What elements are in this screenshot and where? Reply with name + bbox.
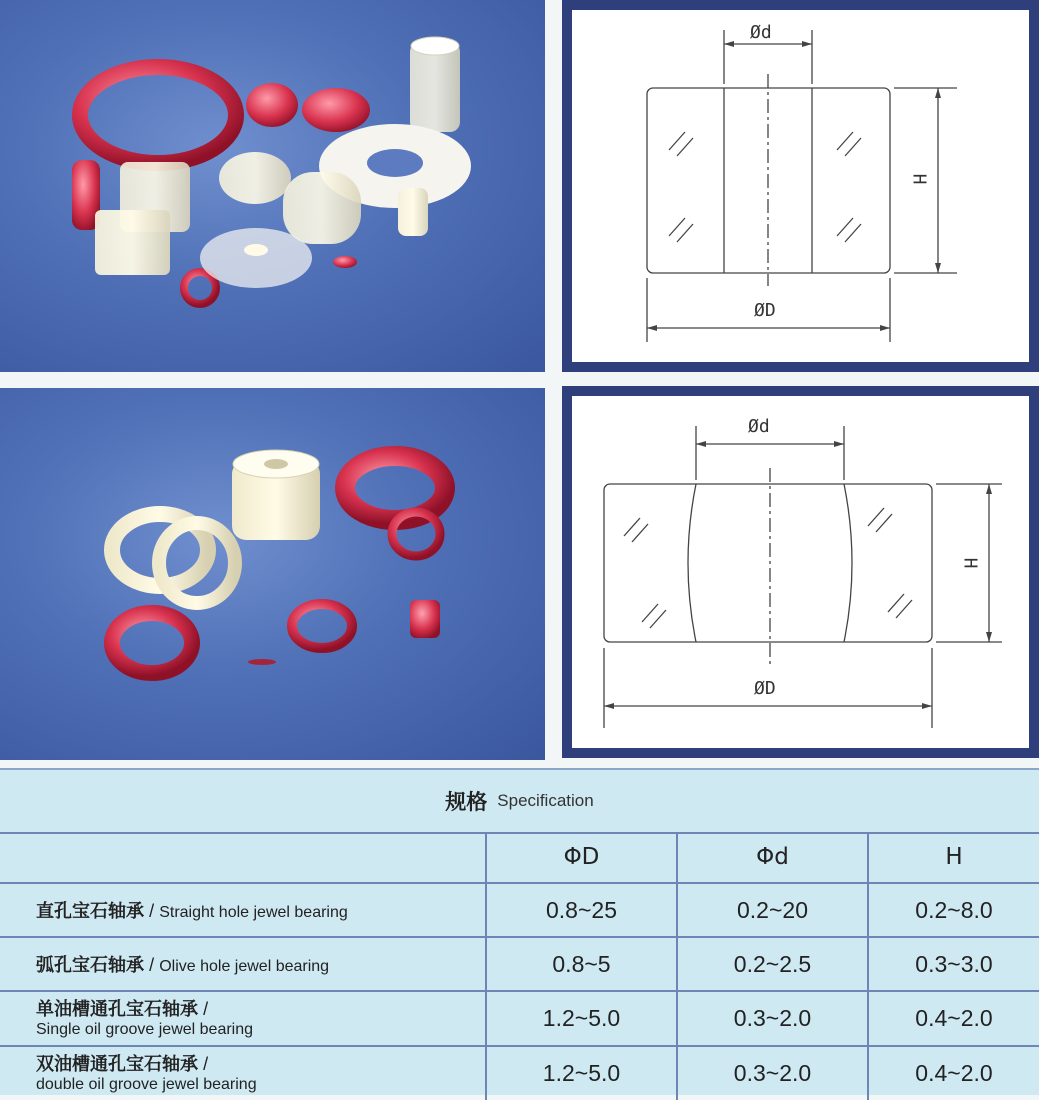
cell-height: 0.4~2.0 bbox=[868, 991, 1039, 1046]
drawing-olive-hole bbox=[562, 386, 1039, 758]
cell-outer-diameter: 0.8~5 bbox=[486, 937, 677, 991]
table-row bbox=[0, 1046, 1039, 1100]
cell-outer-diameter: 0.8~25 bbox=[486, 883, 677, 937]
row-name: 单油槽通孔宝石轴承 / Single oil groove jewel bearing bbox=[0, 991, 486, 1046]
spec-grid bbox=[0, 832, 1039, 1100]
cell-height: 0.4~2.0 bbox=[915, 1060, 993, 1086]
row-name: 双油槽通孔宝石轴承 / double oil groove jewel bearing bbox=[0, 1046, 486, 1100]
spec-title-zh: 规格 bbox=[445, 790, 488, 814]
header-blank bbox=[0, 832, 486, 883]
spec-title-en: Specification bbox=[497, 791, 594, 810]
ruby-ring-large bbox=[80, 67, 236, 163]
table-row bbox=[0, 991, 1039, 1046]
header-row bbox=[0, 832, 1039, 883]
spec-title bbox=[0, 770, 1039, 834]
dim-label-small-diameter: Ød bbox=[748, 416, 770, 437]
product-photo-olive-bearings bbox=[0, 388, 545, 760]
table-row bbox=[0, 937, 1039, 991]
column-header-hole-diameter: Φd bbox=[677, 832, 868, 883]
cell-hole-diameter: 0.3~2.0 bbox=[677, 991, 868, 1046]
table-row bbox=[0, 883, 1039, 937]
drawing-straight-hole bbox=[562, 0, 1039, 372]
dim-label-small-diameter: Ød bbox=[750, 22, 772, 43]
column-header-height: H bbox=[868, 832, 1039, 883]
specification-table bbox=[0, 768, 1039, 1095]
cell-hole-diameter: 0.3~2.0 bbox=[677, 1046, 868, 1100]
cell-outer-diameter: 1.2~5.0 bbox=[486, 1046, 677, 1100]
dim-label-large-diameter: ØD bbox=[754, 678, 776, 699]
row-name: 直孔宝石轴承 / Straight hole jewel bearing bbox=[0, 883, 486, 937]
product-photo-assorted bbox=[0, 0, 545, 372]
row-name: 弧孔宝石轴承 / Olive hole jewel bearing bbox=[0, 937, 486, 991]
dim-label-height: H bbox=[959, 557, 981, 569]
dim-label-height: H bbox=[908, 173, 930, 185]
cell-outer-diameter: 1.2~5.0 bbox=[486, 991, 677, 1046]
cell-height: 0.2~8.0 bbox=[868, 883, 1039, 937]
cell-height: 0.3~3.0 bbox=[868, 937, 1039, 991]
column-header-outer-diameter: ΦD bbox=[486, 832, 677, 883]
cell-hole-diameter: 0.2~20 bbox=[677, 883, 868, 937]
cell-hole-diameter: 0.2~2.5 bbox=[677, 937, 868, 991]
dim-label-large-diameter: ØD bbox=[754, 300, 776, 321]
